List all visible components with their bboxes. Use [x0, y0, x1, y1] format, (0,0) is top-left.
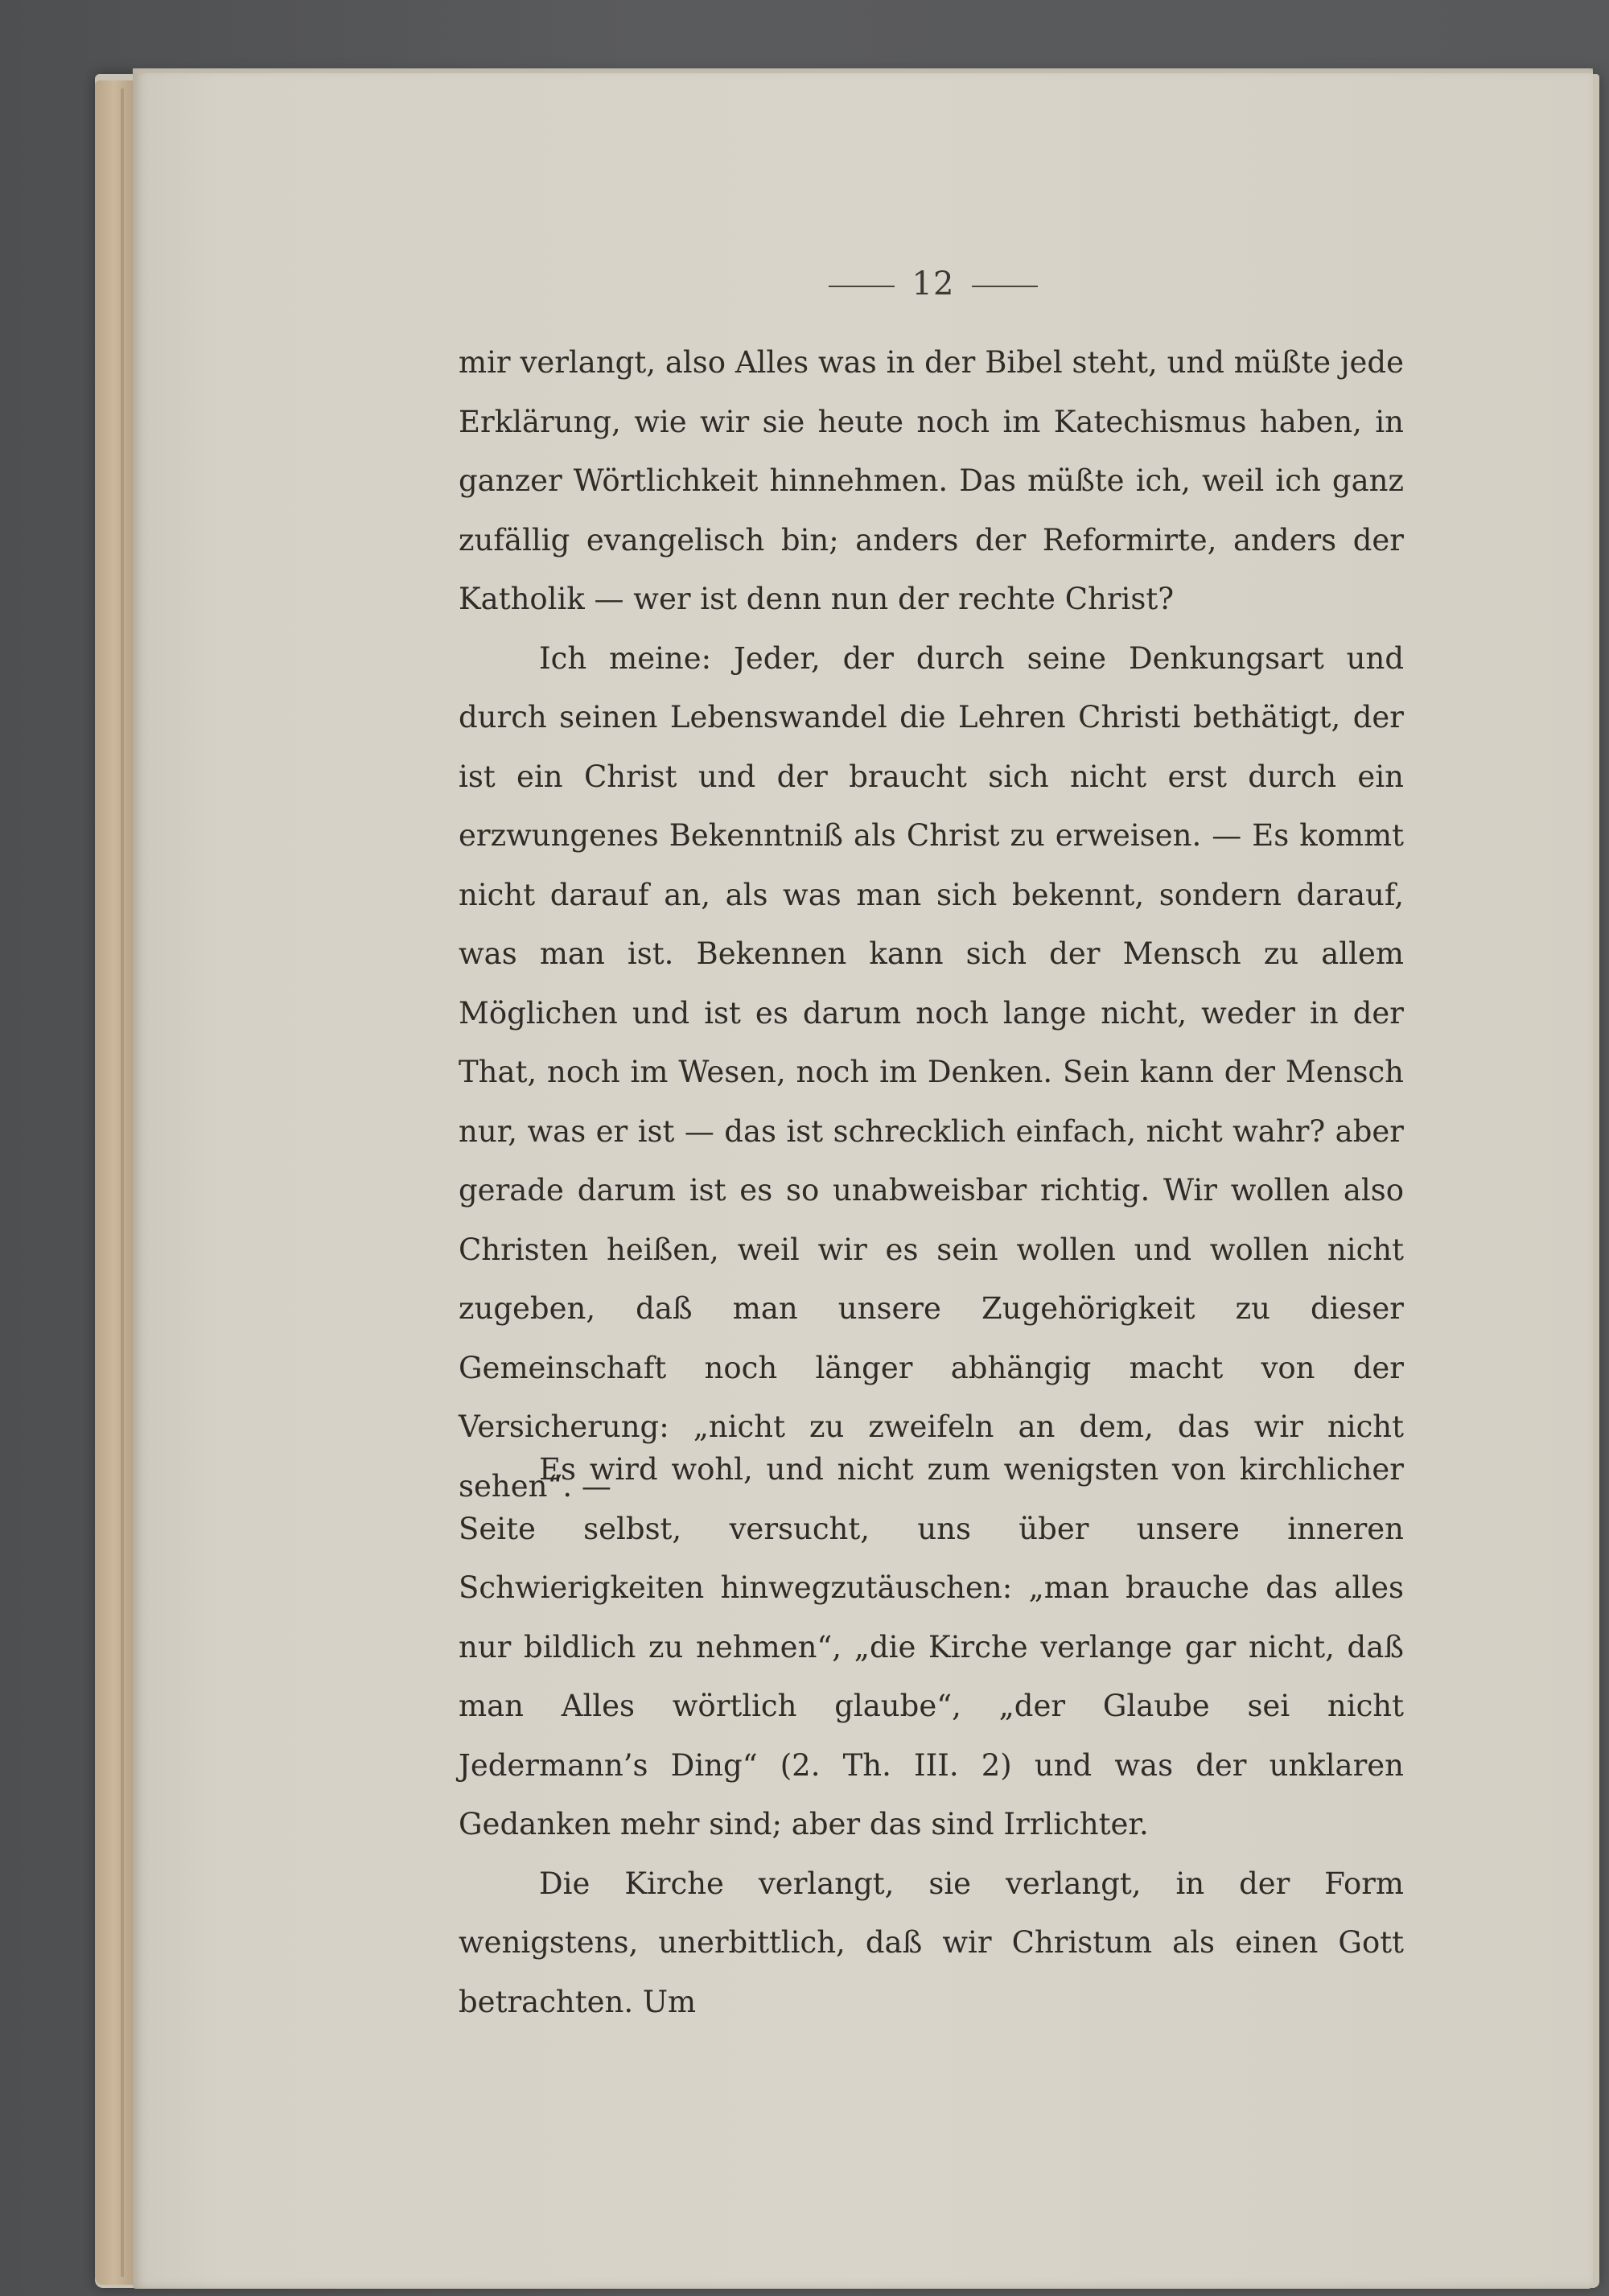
text-section-1 [459, 333, 1404, 1516]
page-number-dash-left [829, 286, 895, 287]
page-top-edge [133, 68, 1593, 73]
book-spine [95, 80, 137, 2285]
text-section-2 [459, 1440, 1404, 2031]
page-number [804, 265, 1062, 302]
paragraph: Die Kirche verlangt, sie verlangt, in der Form wenigstens, unerbittlich, daß wir Christum als einen Gott betrachten. Um [459, 1866, 1404, 2019]
paragraph: Ich meine: Jeder, der durch seine Denkungsart und durch seinen Lebenswandel die Lehren Christi bethätigt, der ist ein Christ und der braucht sich nicht erst durch ein erzwungenes Bekenntniß als Christ zu erweisen. — Es kommt nicht darauf an, als was man sich bekennt, sondern darauf, was man ist. Bekennen kann sich der Mensch zu allem Möglichen und ist es darum noch lange nicht, weder in der That, noch im Wesen, noch im Denken. Sein kann der Mensch nur, was er ist — das ist schrecklich einfach, nicht wahr? aber gerade darum ist es so unabweisbar richtig. Wir wollen also Christen heißen, weil wir es sein wollen und wollen nicht zugeben, daß man unsere Zugehörigkeit zu dieser Gemeinschaft noch länger abhängig macht von der Versicherung: „nicht zu zweifeln an dem, das wir nicht sehen“. — [459, 640, 1404, 1504]
paragraph: mir verlangt, also Alles was in der Bibel steht, und müßte jede Erklärung, wie wir sie heute noch im Katechismus haben, in ganzer Wörtlichkeit hinnehmen. Das müßte ich, weil ich ganz zufällig evangelisch bin; anders der Reformirte, anders der Katholik — wer ist denn nun der rechte Christ? [459, 345, 1404, 616]
page-number-value: 12 [911, 265, 955, 302]
page-number-dash-right [972, 286, 1038, 287]
paragraph: Es wird wohl, und nicht zum wenigsten von kirchlicher Seite selbst, versucht, uns über unsere inneren Schwierigkeiten hinwegzutäuschen: „man brauche das alles nur bildlich zu nehmen“, „die Kirche verlange gar nicht, daß man Alles wörtlich glaube“, „der Glaube sei nicht Jedermann’s Ding“ (2. Th. III. 2) und was der unklaren Gedanken mehr sind; aber das sind Irrlichter. [459, 1452, 1404, 1841]
spine-fold [121, 88, 124, 2277]
